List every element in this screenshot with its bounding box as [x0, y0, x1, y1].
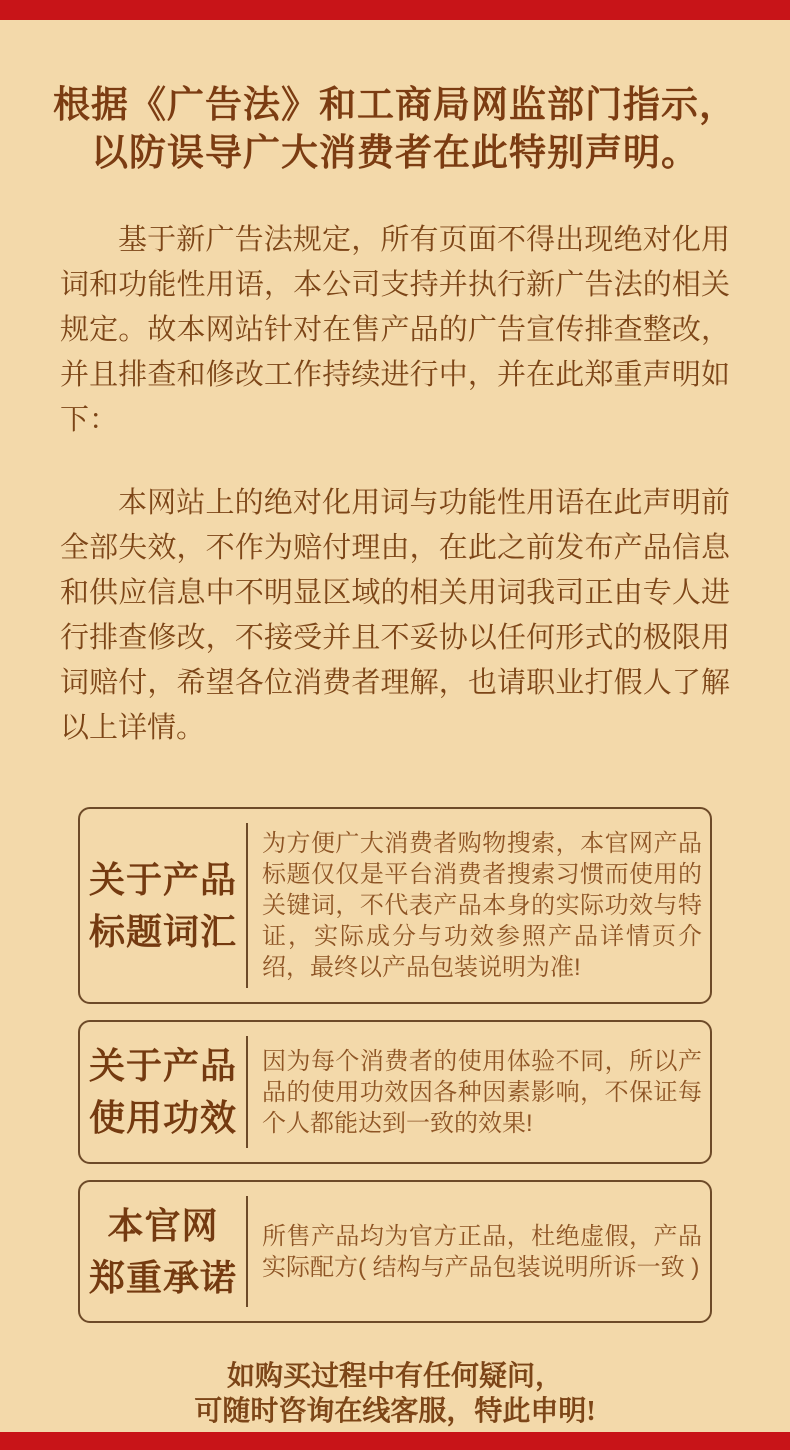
footer-note [0, 1359, 790, 1429]
bottom-red-bar [0, 1432, 790, 1450]
notice-box-label [80, 1182, 246, 1321]
declaration-paragraph-1: 基于新广告法规定，所有页面不得出现绝对化用词和功能性用语，本公司支持并执行新广告法的相关规定。故本网站针对在售产品的广告宣传排查整改，并且排查和修改工作持续进行中，并在此郑重声明如下： [60, 224, 730, 436]
notice-box-label [80, 1022, 246, 1162]
notice-box-text [248, 809, 710, 1002]
declaration-body [60, 218, 730, 751]
declaration-heading [0, 0, 790, 178]
declaration-heading-line2: 以防误导广大消费者在此特别声明。 [91, 133, 699, 174]
notice-box-label-line2: 标题词汇 [88, 911, 237, 952]
notice-box-text [248, 1022, 710, 1162]
notice-box-product-effect [78, 1020, 712, 1164]
notice-box-list [78, 807, 712, 1323]
notice-box-text-content: 所售产品均为官方正品，杜绝虚假，产品实际配方( 结构与产品包装说明所诉一致 ) [262, 1222, 702, 1281]
notice-box-label-line1: 关于产品 [88, 1046, 237, 1086]
notice-box-label [80, 809, 246, 1002]
notice-box-label-line2: 使用功效 [88, 1098, 237, 1138]
top-red-bar [0, 0, 790, 20]
declaration-paragraph-2: 本网站上的绝对化用词与功能性用语在此声明前全部失效，不作为赔付理由，在此之前发布产品信息和供应信息中不明显区域的相关用词我司正由专人进行排查修改，不接受并且不妥协以任何形式的极限用词赔付，希望各位消费者理解，也请职业打假人了解以上详情。 [60, 487, 730, 744]
notice-box-text-content: 因为每个消费者的使用体验不同，所以产品的使用功效因各种因素影响，不保证每个人都能达到一致的效果! [262, 1047, 702, 1137]
notice-box-official-promise [78, 1180, 712, 1323]
footer-note-line2: 可随时咨询在线客服，特此申明! [194, 1396, 596, 1427]
notice-box-product-title [78, 807, 712, 1004]
notice-box-label-line1: 本官网 [107, 1205, 219, 1246]
notice-box-label-line1: 关于产品 [88, 859, 237, 900]
notice-box-text [248, 1182, 710, 1321]
notice-box-label-line2: 郑重承诺 [88, 1257, 237, 1298]
notice-box-text-content: 为方便广大消费者购物搜索，本官网产品标题仅仅是平台消费者搜索习惯而使用的关键词，不代表产品本身的实际功效与特证，实际成分与功效参照产品详情页介绍，最终以产品包装说明为准! [262, 830, 702, 981]
declaration-heading-line1: 根据《广告法》和工商局网监部门指示， [53, 85, 737, 126]
footer-note-line1: 如购买过程中有任何疑问， [226, 1361, 563, 1392]
